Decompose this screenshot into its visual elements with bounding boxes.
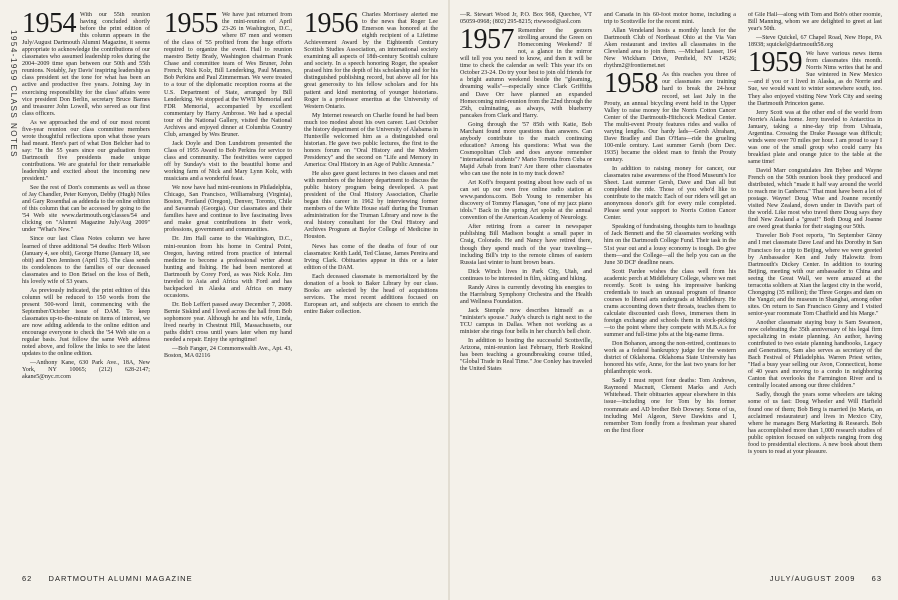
col-1954-p4: As previously indicated, the print edition of this column will be reduced to 150 words from the present 500-word limit, commencing with the September/October issue of DAM. To keep classmates up-to-the-minute on items of interest, we are now adding addenda to the online edition and encourage everyone to check the '54 Web site on a regular basis. Just follow the same Web address noted above, and follow the links to see the latest updates to the online edition.: [22, 287, 150, 358]
col-1955-p0: 1955 We have just returned from the mini-reunion of April 23-26 in Washington, D.C., where 87 men and women of the class of '55 profited from the huge efforts required to organize the event. Hail to reunion maestro Betty Brady, Washington chairman Frank Chase and committee team of Wes Bruner, John French, Nick Kolz, Bill Lenderking, Paul Mannes, Bob Perkins and Paul Zimmerman. We were treated to a tour of the diplomatic reception rooms at the U.S. Department of State, arranged by Bill Lenderking. We stopped at the WWII Memorial and FDR Memorial, accompanied by excellent commentary by Harry Ambrose. We had a special tour of the National Gallery, visited the National Archives and enjoyed dinner at Columbia Country Club, arranged by Wes Bruner.: [164, 12, 292, 138]
col-1954-p0: 1954 With our 55th reunion having concluded shortly before the print edition of this column appears in the July/August Dartmouth Alumni Magazine, it seems appropriate to acknowledge the contributions of our classmates who assumed leadership roles during the 2004–2009 time span between our 50th and 55th reunions. Notably, Jay Davis' inspiring leadership as class president set the tone for what has been an active and productive five years. Joining Jay in exercising responsibility for the class' affairs were vice president Don Berlin, secretary Bruce Barnes and treasurer John Lowell, who served as our first class officers.: [22, 12, 150, 117]
footer-left: [22, 574, 193, 583]
col-1957-p6: Randy Aires is currently devoting his energies to the Harrisburg Symphony Orchestra and the Health and Wellness Foundation.: [460, 284, 592, 305]
column-1957: [460, 12, 592, 567]
col-1958-p5: Scott Pardee wishes the class well from his academic perch at Middlebury College, where we met recently. Scott is using his impressive banking credentials to teach an unusual program of finance courses to liberal arts undergrads at Middlebury. He crams accounting down their throats, teaches them to calculate discounted cash flows, immerses them in foreign exchange and schools them in stock-picking—to the point where they compete with M.B.A.s for summer and full-time jobs at the big-name firms.: [604, 268, 736, 339]
col-1958-p4: Speaking of fundraising, thoughts turn to headings of Jack Bennett and the 50 classmates working with him on the Dartmouth College Fund. Their task in the 51st year out and a lousy economy is tough. Do give them—and the College—all the help you can as the June 30 DCF deadline nears.: [604, 224, 736, 266]
col-1957-p4: After retiring from a career in newspaper publishing Bill Madison bought a small paper in Craig, Colorado. He and Nancy have retired there, though they spend much of the year traveling—including Bill's trip to the remote climes of eastern Russia last winter to hunt brown bears.: [460, 224, 592, 266]
footer-right: [770, 574, 882, 583]
column-1959: [748, 12, 882, 567]
col-1959-p0: of Gile Hall—along with Tom and Bob's other roomie, Bill Manning, whom we are delighted to greet at last year's 50th.: [748, 12, 882, 33]
col-1957-p1: 1957 Remember the geezers strolling around the Green on Homecoming Weekend? If not, a glance in the mirror will tell you you need to know, and then it will be time to check the calendar as well: This year it's on October 23-24. Do try your best to join old friends for a bright autumn weekend beside the "gleaming, dreaming walls"—especially since Clark Griffiths and Dave Orr have planned an expanded Homecoming mini-reunion from the 22nd through the 25th, culminating, as always, with blueberry pancakes from Clark and Harry.: [460, 24, 592, 119]
col-1958-p6: Don Bohanon, among the non-retired, continues to work as a federal bankruptcy judge for the western district of Oklahoma. Oklahoma State University has honored his wife, Anne, for the last two years for her philanthropic work.: [604, 341, 736, 376]
col-1955-p4: Dr. Bob Leffert passed away December 7, 2008. Bernie Siskind and I loved across the hall from Bob sophomore year. Although he and his wife, Linda, lived nearby in Chestnut Hill, Massachusetts, our paths didn't cross until years later when my hand needed a repair. Enjoy the springtime!: [164, 301, 292, 344]
col-1959-p5: Traveler Bob Foot reports, "In September Ginny and I met classmate Dave Leaf and his Dorothy in San Francisco for a trip to Beijing, where we were greeted by Ambassador Ken and Judy Halowitz from Dartmouth's Dickey Center. In addition to touring Beijing, meeting with our ambassador to China and seeing the Great Wall, we were amazed at the terracotta soldiers at Xian the largest city in the world, Chongqing (35 million); the Three Gorges and dam on the Yangzi; and the museum in Shanghai, among other sites. On return to San Francisco Ginny and I visited senior-year roommate Tom Chatfield and his Marge.": [748, 233, 882, 317]
col-1954-p3: Since our last Class Notes column we have learned of three additional '54 deaths: Herb Wilson (January 4, see obit), George Hume (January 18, see obit) and Don Jennison (April 15). The class sends its condolences to the families of our deceased classmates and to Don Brisel on the loss of Beth, his lovely wife of 53 years.: [22, 236, 150, 285]
side-label-text: 1954-1959 CLASS NOTES: [9, 30, 18, 158]
col-1957-p3: Art Koff's frequent posting about how each of us can set up our own free online radio station at www.pandora.com. Bob Young to remember his discovery of Tommy Flanagan, "one of my jazz piano idols." Back in the spring Art spoke at the annual convention of the American Academy of Neurology.: [460, 180, 592, 222]
col-1955-p1: Jack Doyle and Don Lundstrom presented the Class of 1955 Award to Bob Perkins for service to class and community. The festivities were capped off by Sunday's visit to the beautiful home and working farm of Nick and Mary Lynn Kolz, with musicians and a wonderful feast.: [164, 140, 292, 183]
col-1959-p2: 1959 We have various news items from classmates this month. Norris Nims writes that he and Sue wintered in New Mexico—and if you or I lived in Alaska, as do Norrie and Sue, we would want to winter somewhere south, too. They also enjoyed visiting New York City and seeing the Dartmouth Princeton game.: [748, 47, 882, 107]
col-1956-p0: 1956 Charles Morrissey alerted me to the news that Roger Lee Emerson was honored at the eighth recipient of a Lifetime Achievement Award by the Eighteenth Century Scottish Studies Association, an international society examining all aspects of 18th-century Scottish culture and society. In a speech honoring Roger, the speaker praised him for the depth of his scholarship and for his distinguished publishing record, but above all for his great generosity to his fellow scholars and for his patient and kind mentoring of younger historians. Roger is a professor emeritus at the University of Western Ontario.: [304, 12, 438, 110]
col-1954-p1: As we approached the end of our most recent five-year reunion our class committee members wrote thoughtful reflections upon what those years had meant. Here's part of what Don Belcher had to say: "In the 55 years since our graduation from Dartmouth five presidents made unique contributions. We are grateful for their remarkable leadership and excited about the incoming new president.": [22, 119, 150, 183]
col-1956-p4: Each deceased classmate is memorialized by the donation of a book to Baker Library by our class. Books are selected by the head of acquisitions services. The most recent additions focused on European art, and subjects are chosen to enrich the entire Baker collection.: [304, 273, 438, 315]
col-1958-p2: 1958 As this reaches you three of our classmates are training hard to break the 24-hour record, set last July in the Prouty, an annual bicycling event held in the Upper Valley to raise money for the Norris Cotton Cancer Center of the Dartmouth-Hitchcock Medical Center. The multi-event Prouty features rides and walks of varying lengths. Our hardy lads—Gersh Abraham, Dave Bradley and Dan O'Hara—ride the grueling 100-mile century. Last summer Gersh (born Dec. 1935) became the oldest man to finish the Prouty century.: [604, 68, 736, 163]
col-1958-p1: Allan Vendeland hosts a monthly lunch for the Dartmouth Club of Northeast Ohio at the Via Van Aken restaurant and invites all classmates in the Cleveland area to join them. —Michael Lasser, 164 New Wickham Drive, Penfield, NY 14526; rhythm2@frontiernet.net: [604, 28, 736, 70]
col-1959-p6: Another classmate staying busy is Sam Swanson, now celebrating the 35th anniversary of his legal firm specializing in estate planning. An author, having contributed to two estate planning handbooks, Legacy and Generations, Sam also serves as secretary of the Bach Festival of Philadelphia. Warren Priest writes, "Had a busy year selling our Avon, Connecticut, home of 40 years and moving to a condo in neighboring Canton that overlooks the Farmington River and is centrally located among our three children.": [748, 319, 882, 390]
column-1958: [604, 12, 736, 567]
year-heading-1956: 1956: [304, 12, 358, 39]
col-1956-p2: He also gave guest lectures in two classes and met with members of the history department to discuss the public history program being developed. A past president of the Oral History Association, Charlie began this career in 1962 by interviewing former members of the White House staff during the Truman administration for the Truman Library and now is the oral history consultant for the Oral History and Archives Program at Baylor College of Medicine in Houston.: [304, 171, 438, 241]
year-heading-1955: 1955: [164, 12, 218, 39]
column-1956: [304, 12, 438, 567]
year-heading-1959: 1959: [748, 47, 802, 79]
year-heading-1958: 1958: [604, 68, 658, 100]
col-1957-signoff: —R. Stewart Wood Jr, P.O. Box 968, Quechee, VT 05059-0968; (802) 295-8215; rtwwood@aol.com: [460, 12, 592, 26]
col-1957-p8: In addition to hosting the successful Scottsville, Arizona, mini-reunion last February, Herb Roskind has been teaching a groundbreaking course titled, "Global Trade in Real Time." Joe Conley has traveled the United States: [460, 338, 592, 373]
col-1959-p3: Jerry Scott was at the other end of the world from Norrie's Alaska home. Jerry traveled to Antarctica in January, taking a nine-day trip from Ushuaia, Argentina. Crossing the Drake Passage was difficult; winds were over 70 miles per hour. I am proud to say I was one of the small group who could carry his breakfast plate and orange juice to the table at the same time!: [748, 109, 882, 165]
col-1959-p7: Sadly, though the years some wheelers are taking some of us fast: Doug Wheeler and Will Harfield found one of them; Bob Berg is married (to Maria, an acclaimed restaurateur) and lives in Mexico City, where he manages Berg Marketing & Research. Bob has accomplished more than 1,000 research studies of public opinion focused on subjects ranging from dog food to presidential elections. A new book about them is yours to read at your pleasure.: [748, 392, 882, 455]
side-label: [6, 30, 18, 230]
column-1955: [164, 12, 292, 567]
right-page-number: 63: [871, 574, 882, 583]
issue-date: JULY/AUGUST 2009: [769, 574, 856, 583]
col-1957-p7: Jack Stemple now describes himself as a "minister's spouse." Judy's church is right next to the TCU campus in Dallas. When not working as a minister she rings four bells in her church's bell choir.: [460, 307, 592, 336]
page-gutter: [448, 0, 450, 600]
col-1958-p3: In addition to raising money for cancer, our classmates raise awareness of the Hood Museum's Ice Sheet. Last summer Gersh, Dave and Dan all but completed the ride. Those of you who'd like to contribute to the match: Each of our riders will get an anonymous donor's gift for every mile completed. Please send your support to Norris Cotton Cancer Center.: [604, 165, 736, 222]
col-1957-p2: Going through the '57 85th with Katie, Bob Marchant found more questions than answers. Can anybody contribute to the match continuing education? Among his questions: What was the Cosmopolitan Club and does anyone remember "international students"? Mario Torretta from Cuba or Majid Arbab from Iran? Are there other classmates who can use the note in to my track down?: [460, 121, 592, 178]
col-1954-p2: See the rest of Don's comments as well as those of Jay Chandler, Peter Kenyon, Debby (Hugh) Niles and Gary Rosenthal as addenda to the online edition of this column that can be accessed by going to the '54 Web site www.dartmouth.org/classes/54 and clicking on "Alumni Magazine July/Aug 2009" under "What's New.": [22, 185, 150, 234]
col-1955-p2: We now have had mini-reunions in Philadelphia, Chicago, San Francisco, Williamsburg (Virginia), Boston, Portland (Oregon), Denver, Toronto, Chile and Savannah (Georgia). Our classmates and their families have and continue to live fascinating lives and make great contributions in their work, professions, government and communities.: [164, 185, 292, 234]
left-page-number: 62: [22, 574, 33, 583]
column-1954: [22, 12, 150, 567]
col-1958-p7: Sadly I must report four deaths: Tom Andrews, Raymond Macnutt, Clement Marks and Arch Whitehead. Their obituaries appear elsewhere in this issue—including one for Tom by his former roommate and AD brother Bob Downey. Some of us, including Mel Algeon, Steve Dawkins and I, remember Tom fondly from a freshman year shared on the first floor: [604, 378, 736, 434]
col-1954-p5: —Anthony Kane, 630 Park Ave., 18A, New York, NY 10065; (212) 628-2147; akane5@nyc.rr.com: [22, 360, 150, 381]
col-1955-p5: —Bob Fanger, 24 Commonwealth Ave., Apt. 43, Boston, MA 02116: [164, 346, 292, 360]
col-1956-p3: News has come of the deaths of four of our classmates: Keith Ladd, Ted Clause, James Pereira and Irving Clark. Obituaries appear in this or a later edition of the DAM.: [304, 243, 438, 271]
year-heading-1957: 1957: [460, 24, 514, 56]
col-1958-p0: and Canada in his 60-foot motor home, including a trip to Scottsville for the recent mini.: [604, 12, 736, 26]
col-1959-p4: David Marr congratulates Jim Bybee and Wayne French on the 50th reunion book they produced and distributed, which "made it half way around the world to reach me in Canberra." That must have been a lot of postage. Wayne! Doug Wise and Joanne recently visited New Zealand, down under in David's part of the world. Like most who travel there Doug says they find New Zealand a "great!" Both Doug and Joanne are owed great thanks for their staging our 50th.: [748, 167, 882, 231]
col-1956-p1: My Internet research on Charlie found he had been much too modest about his own career. Last October the history department of the University of Alabama in Huntsville welcomed him as a distinguished oral historian. He gave two public lectures, the first to the honors forum on "Oral History and the Modern Presidency" and the second on "Life and Memory in America: Oral History in an Age of Public Amnesia.": [304, 112, 438, 168]
col-1957-p5: Dick Winch lives in Park City, Utah, and continues to be interested in film, skiing and hiking.: [460, 268, 592, 282]
year-heading-1954: 1954: [22, 12, 76, 39]
col-1955-p3: Dr. Jim Hall came to the Washington, D.C., mini-reunion from his home in Central Point, Oregon, having retired from practice of internal medicine to become a professional writer about hunting and fishing. He had been mentored at Dartmouth by Corey Ford, as was Nick Kolz. Jim traveled to Asia and Africa with Ford and has backpacked in Alaska and Africa on many occasions.: [164, 236, 292, 299]
col-1959-p1: —Steve Quickel, 67 Chapel Road, New Hope, PA 18938; squickel@dartmouth58.org: [748, 35, 882, 49]
magazine-name: DARTMOUTH ALUMNI MAGAZINE: [48, 574, 193, 583]
